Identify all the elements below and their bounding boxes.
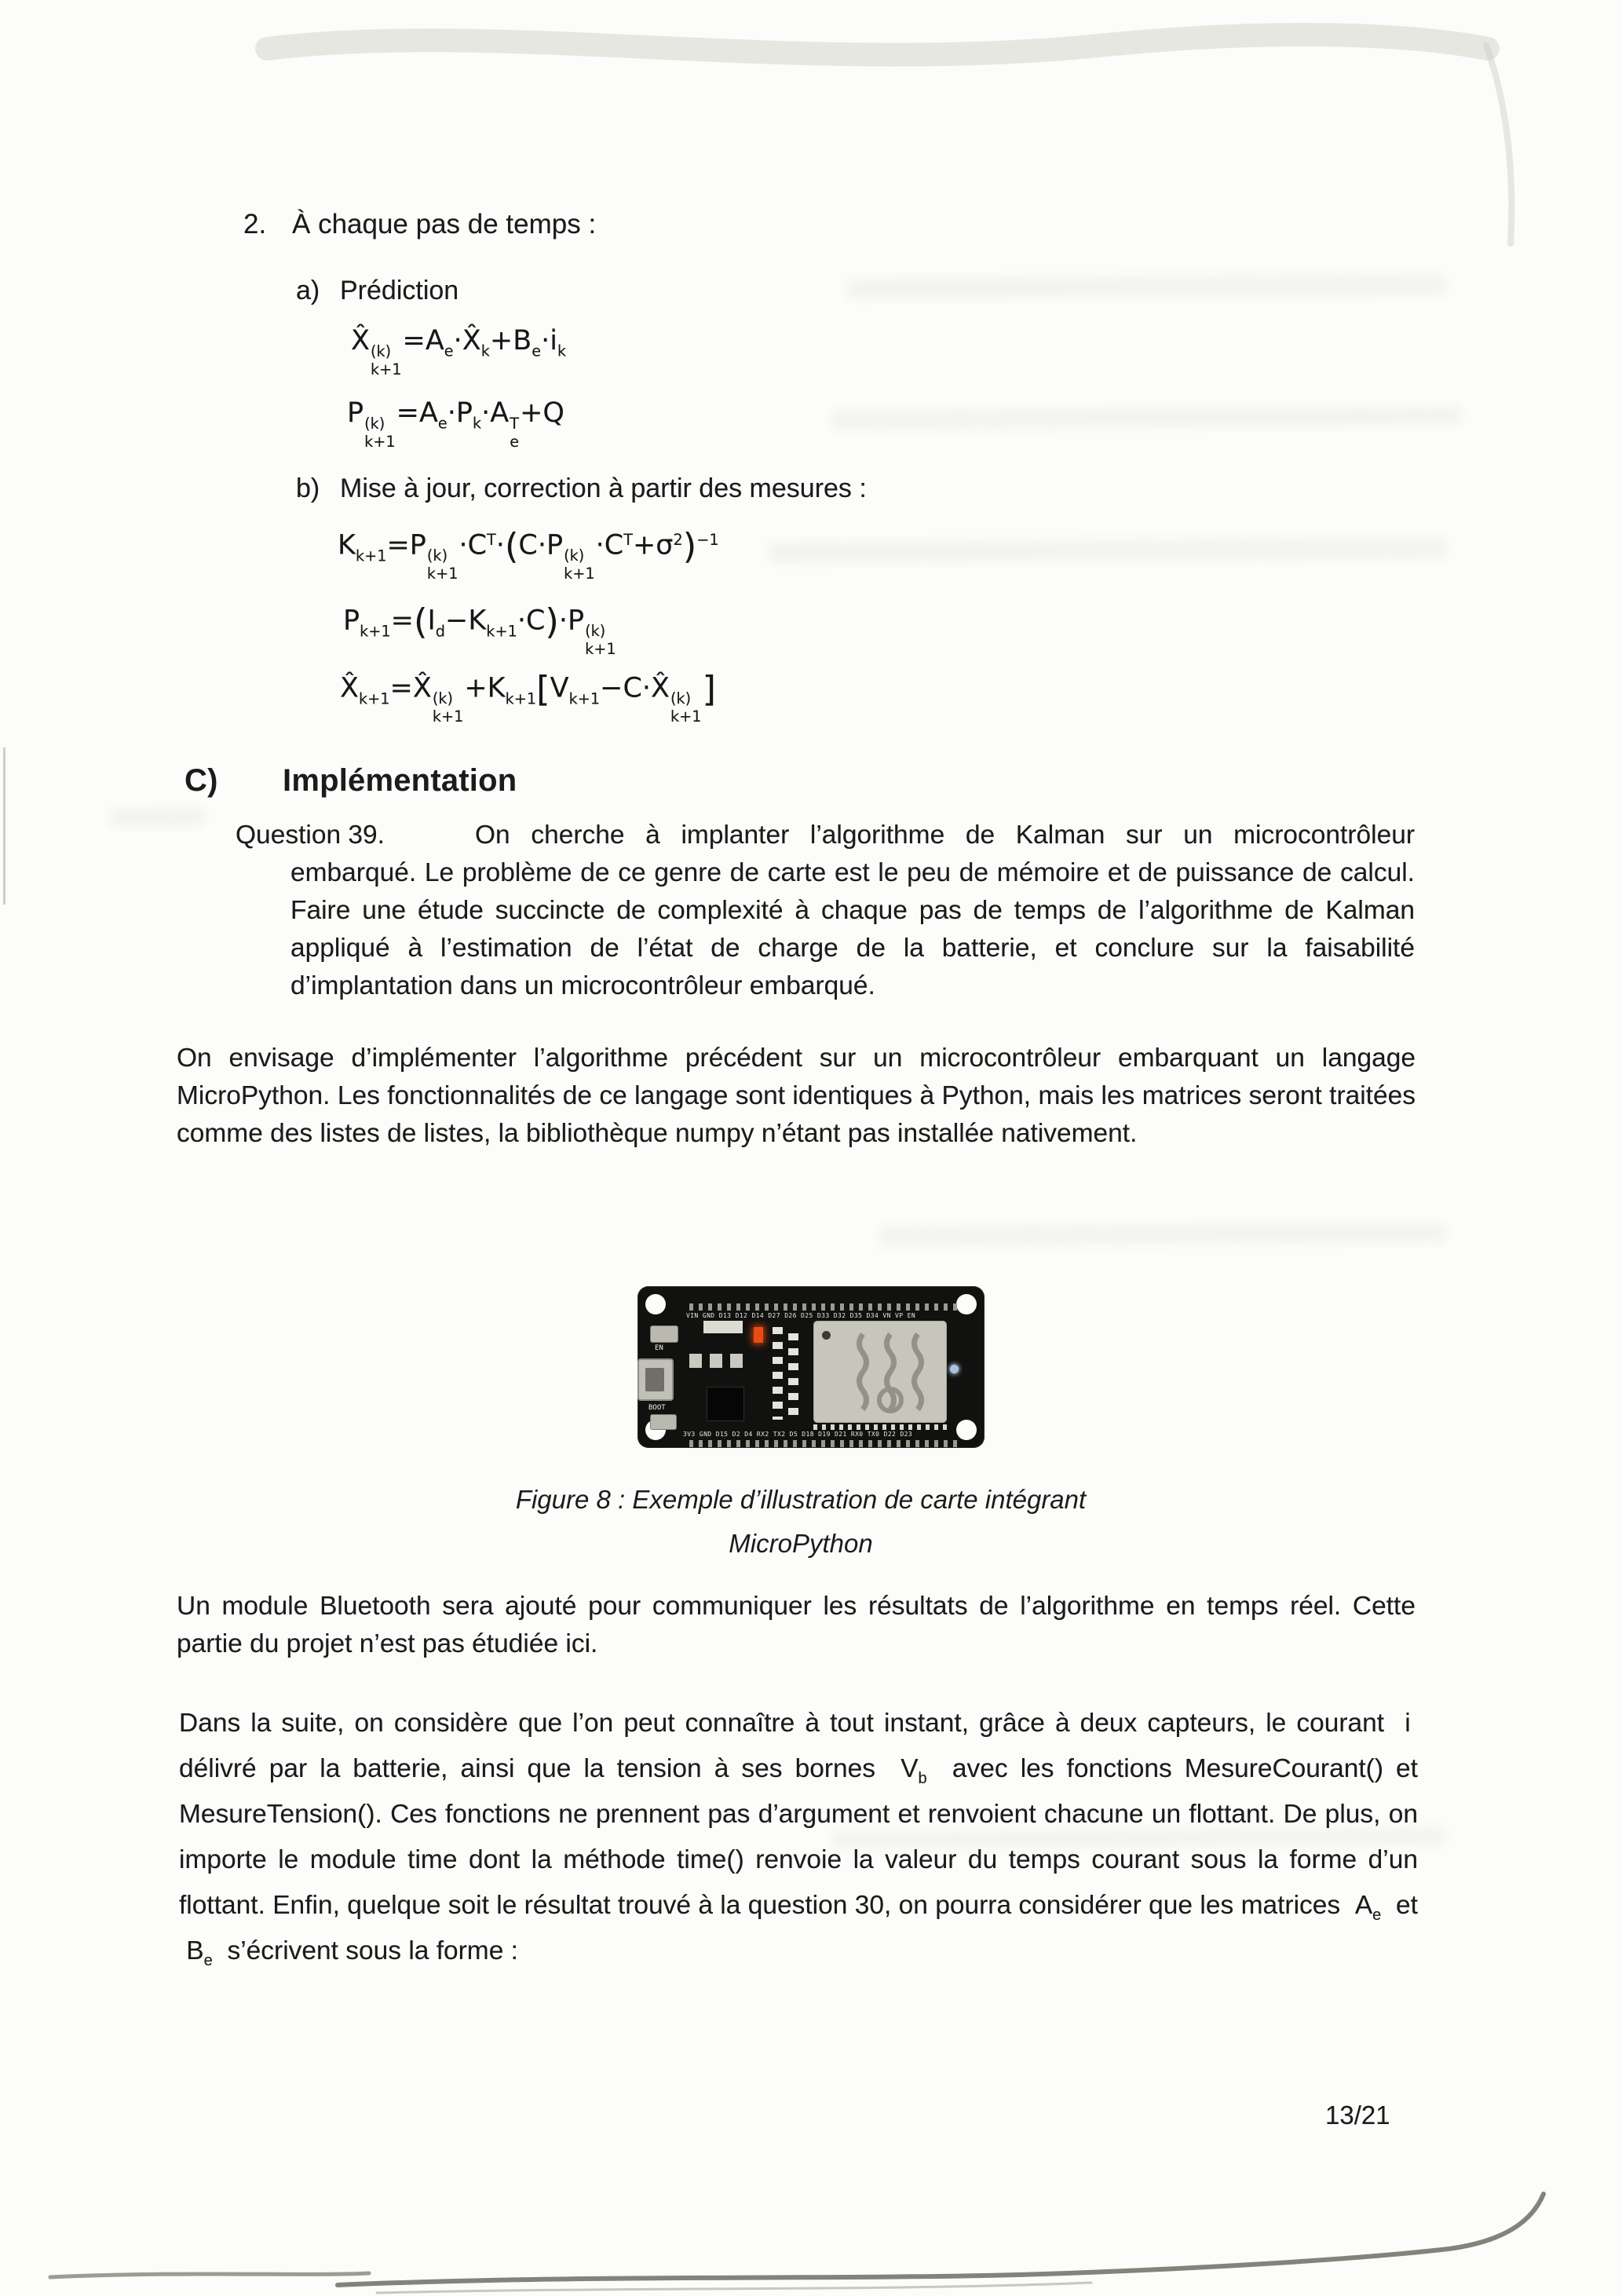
list-item-a <box>296 272 458 309</box>
en-button-label: EN <box>655 1344 663 1352</box>
pin-header-bottom <box>689 1440 959 1447</box>
power-led <box>754 1327 763 1343</box>
pin-labels-top: VIN GND D13 D12 D14 D27 D26 D25 D33 D32 D35 D34 VN VP EN <box>686 1312 916 1319</box>
antenna-trace <box>814 1322 946 1422</box>
page-number: 13/21 <box>1325 2100 1390 2130</box>
boot-button <box>650 1414 677 1430</box>
en-button <box>650 1325 678 1343</box>
list-item-2-number: 2. <box>243 209 267 239</box>
list-item-a-label: a) <box>296 276 320 305</box>
list-item-b-label: b) <box>296 473 320 503</box>
esp32-wroom-module <box>813 1321 947 1423</box>
micro-usb-connector <box>637 1358 674 1401</box>
paragraph-bluetooth: Un module Bluetooth sera ajouté pour communiquer les résultats de l’algorithme en temps réel. Cette partie du projet n’est pas étudiée ici. <box>177 1592 1416 1658</box>
question-39-text: On cherche à implanter l’algorithme de Kalman sur un microcontrôleur embarqué. Le problème de ce genre de carte est le peu de mémoire et de puissance de calcul. Faire une étude succincte de complexité à chaque pas de temps de l’algorithme de Kalman appliqué à l’estimation de l’état de charge de la batterie, et conclure sur la faisabilité d’implantation dans un microcontrôleur embarqué. <box>290 821 1415 1000</box>
scan-artifact-bottom-edge <box>0 2183 1622 2296</box>
formula-prediction-state: X̂ (k) k+1 $=A_e\cdot X̂_k+B_e\cdot i_k$ <box>351 325 567 378</box>
formula-kalman-gain: $K_{k+1}=P$ (k) k+1 $\cdot C^T\cdot(C\cdot P$ (k) k+1 $\cdot C^T+\sigma^2)^{-1}$ <box>338 525 719 583</box>
solder-pad-column <box>788 1333 798 1418</box>
list-item-2 <box>243 206 596 243</box>
boot-button-label: BOOT <box>648 1404 666 1412</box>
status-led <box>950 1365 959 1373</box>
usb-uart-chip <box>707 1387 744 1421</box>
usb-port-opening <box>645 1368 664 1391</box>
scan-artifact-ghost-text <box>832 406 1460 430</box>
scan-artifact-ghost-text <box>848 274 1445 298</box>
formula-covariance-update: $P_{k+1}=(I_d-K_{k+1}\cdot C)\cdot P$ (k) k+1 <box>343 601 616 659</box>
module-pads <box>813 1424 947 1430</box>
module-pin1-dot <box>822 1331 831 1340</box>
list-item-b-title: Mise à jour, correction à partir des mesures : <box>340 473 867 503</box>
scan-artifact-left-edge <box>3 748 5 905</box>
silkscreen-component <box>703 1321 743 1333</box>
formula-prediction-covariance: P (k) k+1 $=A_e\cdot P_k\cdot A$ T e +Q <box>347 397 564 451</box>
capacitor-row <box>689 1354 744 1368</box>
pin-labels-bottom: 3V3 GND D15 D2 D4 RX2 TX2 D5 D18 D19 D21 RX0 TX0 D22 D23 <box>683 1431 913 1438</box>
scan-artifact-ghost-text <box>879 1223 1445 1245</box>
figure-caption <box>236 1478 1366 1566</box>
list-item-a-title: Prédiction <box>340 276 459 305</box>
section-c-label: C) <box>184 763 218 798</box>
scan-artifact-ghost-text <box>769 538 1445 563</box>
figure-caption-line2: MicroPython <box>729 1529 873 1558</box>
list-item-2-text: À chaque pas de temps : <box>292 209 597 239</box>
paragraph-sensors: Dans la suite, on considère que l’on peut connaître à tout instant, grâce à deux capteurs, le courant i délivré par la batterie, ainsi que la tension à ses bornes $V_b$ avec les fonctions MesureCourant() et MesureTension(). Ces fonctions ne prennent pas d’argument et renvoient chacune un flottant. De plus, on importe le module time dont la méthode time() renvoie la valeur du temps courant sous la forme d’un flottant. Enfin, quelque soit le résultat trouvé à la question 30, on pourra considérer que les matrices $A_e$ et $B_e$ s’écrivent sous la forme : <box>179 1709 1418 1970</box>
question-39 <box>236 817 1415 1005</box>
mounting-hole <box>645 1294 666 1314</box>
section-c-heading <box>184 763 517 799</box>
paragraph-micropython: On envisage d’implémenter l’algorithme précédent sur un microcontrôleur embarquant un langage MicroPython. Les fonctionnalités de ce langage sont identiques à Python, mais les matrices seront traitées comme des listes de listes, la bibliothèque numpy n’étant pas installée nativement. <box>177 1044 1416 1148</box>
scan-artifact-ghost-text <box>110 809 204 827</box>
esp32-board-photo <box>637 1286 985 1448</box>
pin-header-top <box>689 1303 959 1311</box>
list-item-b <box>296 470 867 507</box>
section-c-title: Implémentation <box>283 763 517 798</box>
formula-state-update: $X̂_{k+1}=X̂$ (k) k+1 $+K_{k+1}[V_{k+1}-C\cdot X̂$ (k) k+1 ] <box>340 668 717 726</box>
figure-caption-line1: Figure 8 : Exemple d’illustration de carte intégrant <box>515 1485 1087 1514</box>
solder-pad-column <box>773 1327 783 1420</box>
question-39-label: Question 39. <box>236 821 385 850</box>
